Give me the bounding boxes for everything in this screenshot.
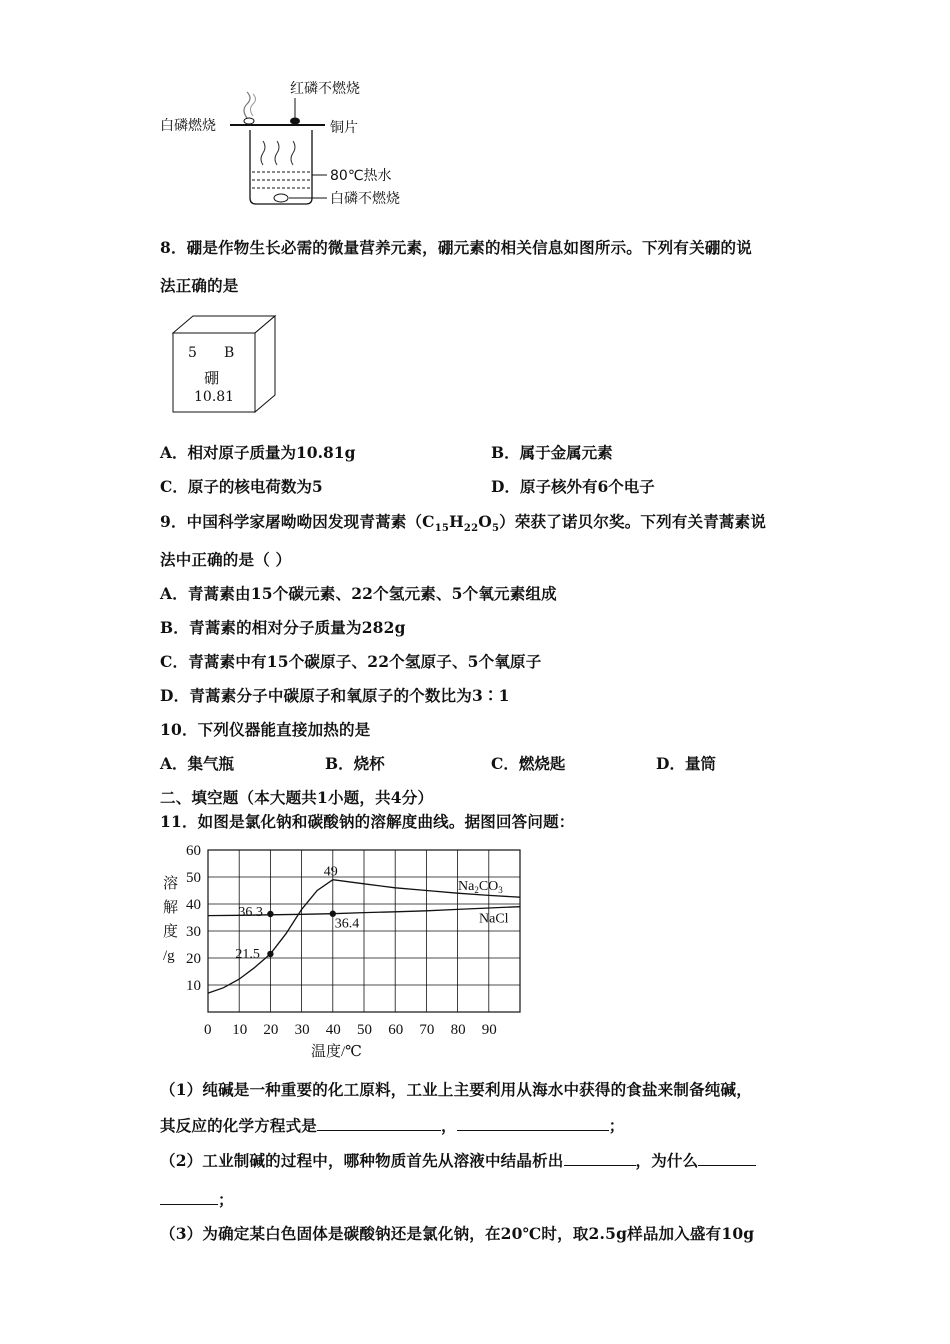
q11-blank-1[interactable] [317, 1116, 441, 1131]
y-axis-label-char: 解 [163, 900, 179, 916]
element-symbol: B [224, 345, 235, 361]
x-tick-label: 90 [481, 1022, 497, 1038]
q9-option-b[interactable]: B．青蒿素的相对分子质量为282g [160, 618, 406, 637]
q11-blank-2[interactable] [457, 1116, 609, 1131]
y-tick-label: 50 [186, 870, 201, 886]
q9-o: O [478, 512, 492, 531]
y-axis-label-char: /g [163, 948, 175, 964]
element-mass: 10.81 [194, 389, 235, 405]
y-tick-label: 30 [186, 924, 201, 940]
q11-blank-3[interactable] [564, 1151, 636, 1166]
q11-sub2-line2 [160, 1188, 234, 1210]
q10-option-b[interactable]: B．烧杯 [325, 754, 385, 773]
q9-stem-line2: 法中正确的是（ ） [160, 550, 292, 569]
q9-h: H [449, 512, 464, 531]
element-number: 5 [188, 345, 197, 361]
q9-option-a[interactable]: A．青蒿素由15个碳元素、22个氢元素、5个氧元素组成 [160, 584, 557, 603]
q9-option-c[interactable]: C．青蒿素中有15个碳原子、22个氢原子、5个氧原子 [160, 652, 542, 671]
x-axis-label: 温度/℃ [311, 1044, 362, 1060]
q9-stem-line1 [160, 510, 766, 534]
x-tick-label: 0 [204, 1022, 212, 1038]
x-tick-label: 80 [450, 1022, 466, 1038]
x-tick-label: 60 [388, 1022, 404, 1038]
q10-option-c[interactable]: C．燃烧匙 [491, 754, 566, 773]
label-hot-water: 80℃热水 [330, 168, 392, 184]
chart-svg [155, 840, 535, 1062]
x-tick-label: 10 [232, 1022, 248, 1038]
y-axis-label-char: 度 [163, 924, 179, 940]
q11-sub1-line1: （1）纯碱是一种重要的化工原料，工业上主要利用从海水中获得的食盐来制备纯碱， [160, 1080, 752, 1099]
q11-sub1-line2-a: 其反应的化学方程式是 [160, 1116, 318, 1135]
x-tick-label: 40 [325, 1022, 341, 1038]
solubility-chart [155, 840, 535, 1062]
data-label: 36.3 [238, 904, 263, 920]
section2-title: 二、填空题（本大题共1小题，共4分） [160, 788, 434, 807]
q11-blank-4[interactable] [698, 1151, 756, 1166]
data-label: 49 [323, 864, 338, 880]
q11-sub1-line2-c: ； [608, 1116, 625, 1135]
q9-sub-o: 5 [491, 523, 500, 535]
q11-sub1-line2 [160, 1114, 624, 1136]
series-label-na2co3: $Na_2CO_3$ [458, 878, 503, 895]
q11-stem: 11．如图是氯化钠和碳酸钠的溶解度曲线。据图回答问题： [160, 812, 575, 831]
label-white-phosphorus-not-burning: 白磷不燃烧 [330, 191, 400, 207]
y-axis-label-char: 溶 [163, 876, 179, 892]
label-red-phosphorus: 红磷不燃烧 [290, 81, 360, 97]
q11-sub1-line2-b: ， [441, 1116, 457, 1135]
q11-sub2-line2-c: ； [218, 1190, 234, 1209]
x-tick-label: 20 [263, 1022, 279, 1038]
y-tick-label: 40 [186, 897, 201, 913]
q10-option-a[interactable]: A．集气瓶 [160, 754, 235, 773]
series-label-nacl: NaCl [479, 911, 509, 927]
x-tick-label: 50 [357, 1022, 372, 1038]
q10-stem: 10．下列仪器能直接加热的是 [160, 720, 371, 739]
q9-sub-h: 22 [463, 523, 479, 535]
q9-option-d[interactable]: D．青蒿素分子中碳原子和氧原子的个数比为3∶1 [160, 686, 510, 705]
q8-option-c[interactable]: C．原子的核电荷数为5 [160, 477, 323, 496]
label-white-phosphorus-burning: 白磷燃烧 [160, 118, 216, 134]
q8-stem-line2: 法正确的是 [160, 276, 239, 295]
q11-sub2-line1-a: （2）工业制碱的过程中，哪种物质首先从溶液中结晶析出 [160, 1151, 564, 1170]
q11-sub2-line1 [160, 1149, 756, 1171]
data-label: 36.4 [334, 916, 360, 932]
q9-stem-suffix: ）荣获了诺贝尔奖。下列有关青蒿素说 [499, 512, 767, 531]
data-point [267, 911, 273, 917]
q11-sub2-line1-b: ，为什么 [635, 1151, 699, 1170]
q10-option-d[interactable]: D．量筒 [656, 754, 716, 773]
element-card [170, 313, 278, 415]
q9-sub-c: 15 [434, 523, 450, 535]
y-tick-label: 20 [186, 951, 201, 967]
q8-stem-line1: 8．硼是作物生长必需的微量营养元素，硼元素的相关信息如图所示。下列有关硼的说 [160, 238, 752, 257]
q8-option-a[interactable]: A．相对原子质量为10.81g [160, 443, 356, 462]
x-tick-label: 70 [419, 1022, 435, 1038]
q9-stem-prefix: 9．中国科学家屠呦呦因发现青蒿素（C [160, 512, 435, 531]
q8-option-d[interactable]: D．原子核外有6个电子 [491, 477, 655, 496]
y-tick-label: 60 [186, 843, 201, 859]
x-tick-label: 30 [294, 1022, 310, 1038]
q8-option-b[interactable]: B．属于金属元素 [491, 443, 613, 462]
data-point [267, 951, 273, 957]
data-label: 21.5 [235, 946, 260, 962]
y-tick-label: 10 [186, 978, 201, 994]
q11-blank-4-cont[interactable] [160, 1190, 218, 1205]
element-name: 硼 [204, 369, 220, 387]
q11-sub3-line1: （3）为确定某白色固体是碳酸钠还是氯化钠，在20℃时，取2.5g样品加入盛有10g [160, 1224, 755, 1243]
label-copper-sheet: 铜片 [330, 120, 358, 136]
